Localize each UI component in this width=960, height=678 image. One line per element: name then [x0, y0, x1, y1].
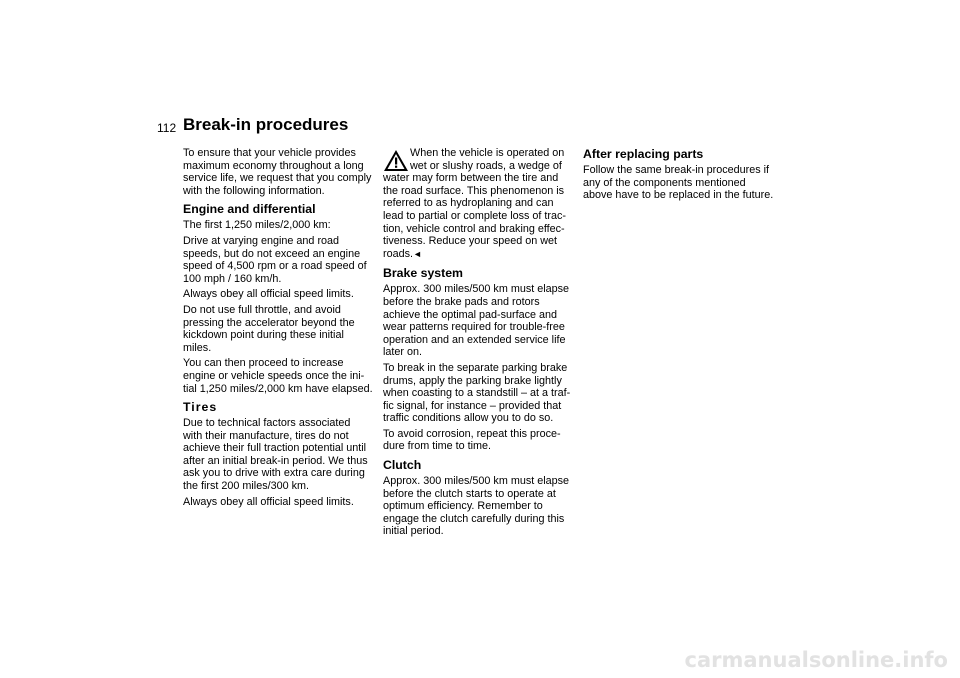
engine-paragraph-2: Drive at varying engine and road speeds, but do not exceed an engine speed of 4,500 rpm or a road speed of 100 mph / 160 km/h.: [183, 234, 367, 285]
brake-paragraph-1: Approx. 300 miles/500 km must elapse before the brake pads and rotors achieve the optimal pad-surface and wear patterns required for trouble-free operation and an extended service life later on.: [383, 283, 570, 359]
watermark: carmanualsonline.info: [684, 648, 948, 672]
tires-heading: Tires: [183, 400, 218, 415]
engine-heading: Engine and differential: [183, 202, 316, 217]
clutch-paragraph-1: Approx. 300 miles/500 km must elapse before the clutch starts to operate at optimum efficiency. Remember to engage the clutch carefully during this initial period.: [383, 475, 570, 538]
intro-paragraph: To ensure that your vehicle provides maximum economy throughout a long service life, we request that you comply with the following information.: [183, 147, 372, 197]
end-mark: ◄: [413, 248, 422, 259]
warning-line-2: wet or slushy roads, a wedge of: [410, 159, 562, 172]
engine-paragraph-3: Always obey all official speed limits.: [183, 288, 354, 301]
brake-paragraph-2: To break in the separate parking brake drums, apply the parking brake lightly when coasting to a standstill – at a traf- fic signal, for instance – provided that traffic conditions allow you to do so.: [383, 361, 571, 425]
after-replacing-paragraph: Follow the same break-in procedures if any of the components mentioned above have to be replaced in the future.: [583, 164, 774, 202]
tires-paragraph-2: Always obey all official speed limits.: [183, 495, 354, 508]
warning-line-1: When the vehicle is operated on: [410, 147, 565, 159]
brake-heading: Brake system: [383, 266, 463, 281]
hydroplaning-warning: [383, 147, 579, 260]
engine-paragraph-1: The first 1,250 miles/2,000 km:: [183, 219, 331, 232]
engine-paragraph-5: You can then proceed to increase engine or vehicle speeds once the ini- tial 1,250 miles/2,000 km have elapsed.: [183, 357, 373, 395]
tires-paragraph-1: Due to technical factors associated with their manufacture, tires do not achieve their full traction potential until after an initial break-in period. We thus ask you to drive with extra care during the first 200 miles/300 km.: [183, 417, 368, 493]
after-replacing-heading: After replacing parts: [583, 147, 704, 161]
page-number: 112: [157, 121, 177, 135]
column-1: [183, 147, 379, 511]
column-3: [583, 147, 779, 205]
warning-body: water may form between the tire and the road surface. This phenomenon is referred to as hydroplaning and can lead to partial or complete loss of trac- tion, vehicle control and braking effec- tiveness. Reduce your speed on wet roads.: [383, 172, 567, 260]
engine-paragraph-4: Do not use full throttle, and avoid pressing the accelerator beyond the kickdown point during these initial miles.: [183, 303, 355, 354]
column-2: [383, 147, 579, 541]
clutch-heading: Clutch: [383, 458, 422, 473]
brake-paragraph-3: To avoid corrosion, repeat this proce- dure from time to time.: [383, 427, 561, 453]
page-title: Break-in procedures: [183, 115, 349, 134]
warning-triangle-icon: [383, 149, 409, 172]
